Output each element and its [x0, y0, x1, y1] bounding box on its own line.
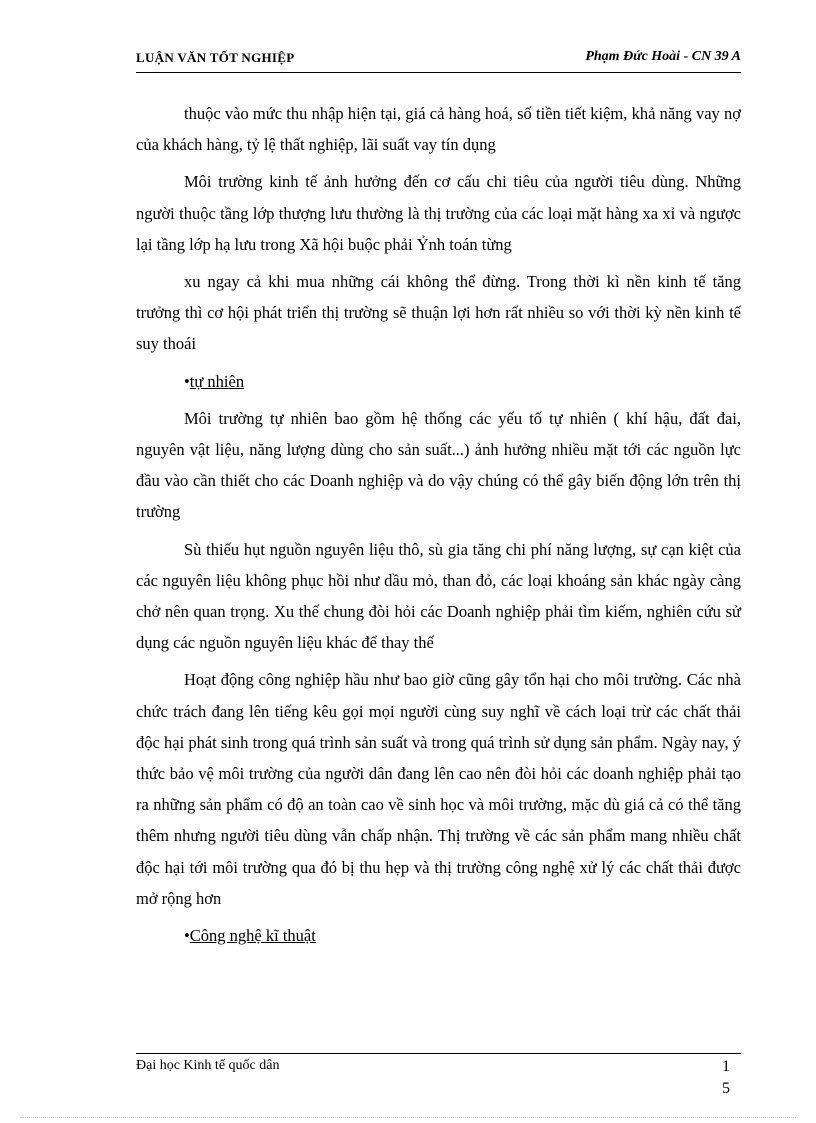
- page-number-digit: 1: [722, 1058, 730, 1075]
- header-title: LUẬN VĂN TỐT NGHIỆP: [136, 50, 295, 65]
- paragraph-6: Hoạt động công nghiệp hầu như bao giờ cũng gây tổn hại cho môi trường. Các nhà chức trách đang lên tiếng kêu gọi mọi người cùng suy nghĩ về cách loại trừ các chất thải độc hại phát sinh trong quá trình sản suất và trong quá trình sử dụng sản phẩm. Ngày nay, ý thức bảo vệ môi trường của người dân đang lên cao nên đòi hỏi các doanh nghiệp phải tạo ra những sản phẩm có độ an toàn cao về sinh học và môi trường, mặc dù giá cả có thể tăng thêm nhưng người tiêu dùng vẫn chấp nhận. Thị trường về các sản phẩm mang nhiều chất độc hại tới môi trường qua đó bị thu hẹp và thị trường công nghệ xử lý các chất thải được mở rộng hơn: [136, 670, 741, 908]
- footer-divider: [136, 1053, 741, 1054]
- section-heading-natural: [136, 366, 741, 397]
- page-body: [136, 98, 741, 957]
- page-header: [136, 48, 741, 73]
- bullet-icon: •: [184, 371, 190, 391]
- section-heading-technology: [136, 920, 741, 951]
- page-edge-divider: [20, 1117, 796, 1118]
- heading-text: Công nghệ kĩ thuật: [189, 926, 316, 946]
- heading-text: tự nhiên: [189, 371, 245, 391]
- paragraph-2: Môi trường kinh tế ảnh hưởng đến cơ cấu chi tiêu của người tiêu dùng. Những người thuộc tầng lớp thượng lưu thường là thị trường của các loại mặt hàng xa xỉ và ngược lại tầng lớp hạ lưu trong Xã hội buộc phải Ỷnh toán từng: [136, 172, 741, 254]
- paragraph-1: thuộc vào mức thu nhập hiện tại, giá cả hàng hoá, số tiền tiết kiệm, khả năng vay nợ của khách hàng, tỷ lệ thất nghiệp, lãi suất vay tín dụng: [136, 104, 741, 155]
- bullet-icon: •: [184, 926, 190, 946]
- footer-institution: Đại học Kinh tế quốc dân: [136, 1058, 280, 1073]
- paragraph-3: xu ngay cả khi mua những cái không thể đừng. Trong thời kì nền kinh tế tăng trưởng thì cơ hội phát triển thị trường sẽ thuận lợi hơn rất nhiều so với thời kỳ nền kinh tế suy thoái: [136, 272, 741, 354]
- paragraph-5: Sù thiếu hụt nguồn nguyên liệu thô, sù gia tăng chi phí năng lượng, sự cạn kiệt của các nguyên liệu không phục hồi như dầu mỏ, than đỏ, các loại khoáng sản khác ngày càng chở nên quan trọng. Xu thế chung đòi hỏi các Doanh nghiệp phải tìm kiếm, nghiên cứu sử dụng các nguồn nguyên liệu khác để thay thế: [136, 539, 741, 653]
- header-author: Phạm Đức Hoài - CN 39 A: [585, 49, 741, 64]
- page-number-digit: 5: [722, 1080, 730, 1097]
- paragraph-4: Môi trường tự nhiên bao gồm hệ thống các yếu tố tự nhiên ( khí hậu, đất đai, nguyên vật liệu, năng lượng dùng cho sản suất...) ảnh hưởng nhiều mặt tới các nguồn lực đầu vào cần thiết cho các Doanh nghiệp và do vậy chúng có thể gây biến động lớn trên thị trường: [136, 408, 741, 522]
- page-number: [718, 1056, 734, 1100]
